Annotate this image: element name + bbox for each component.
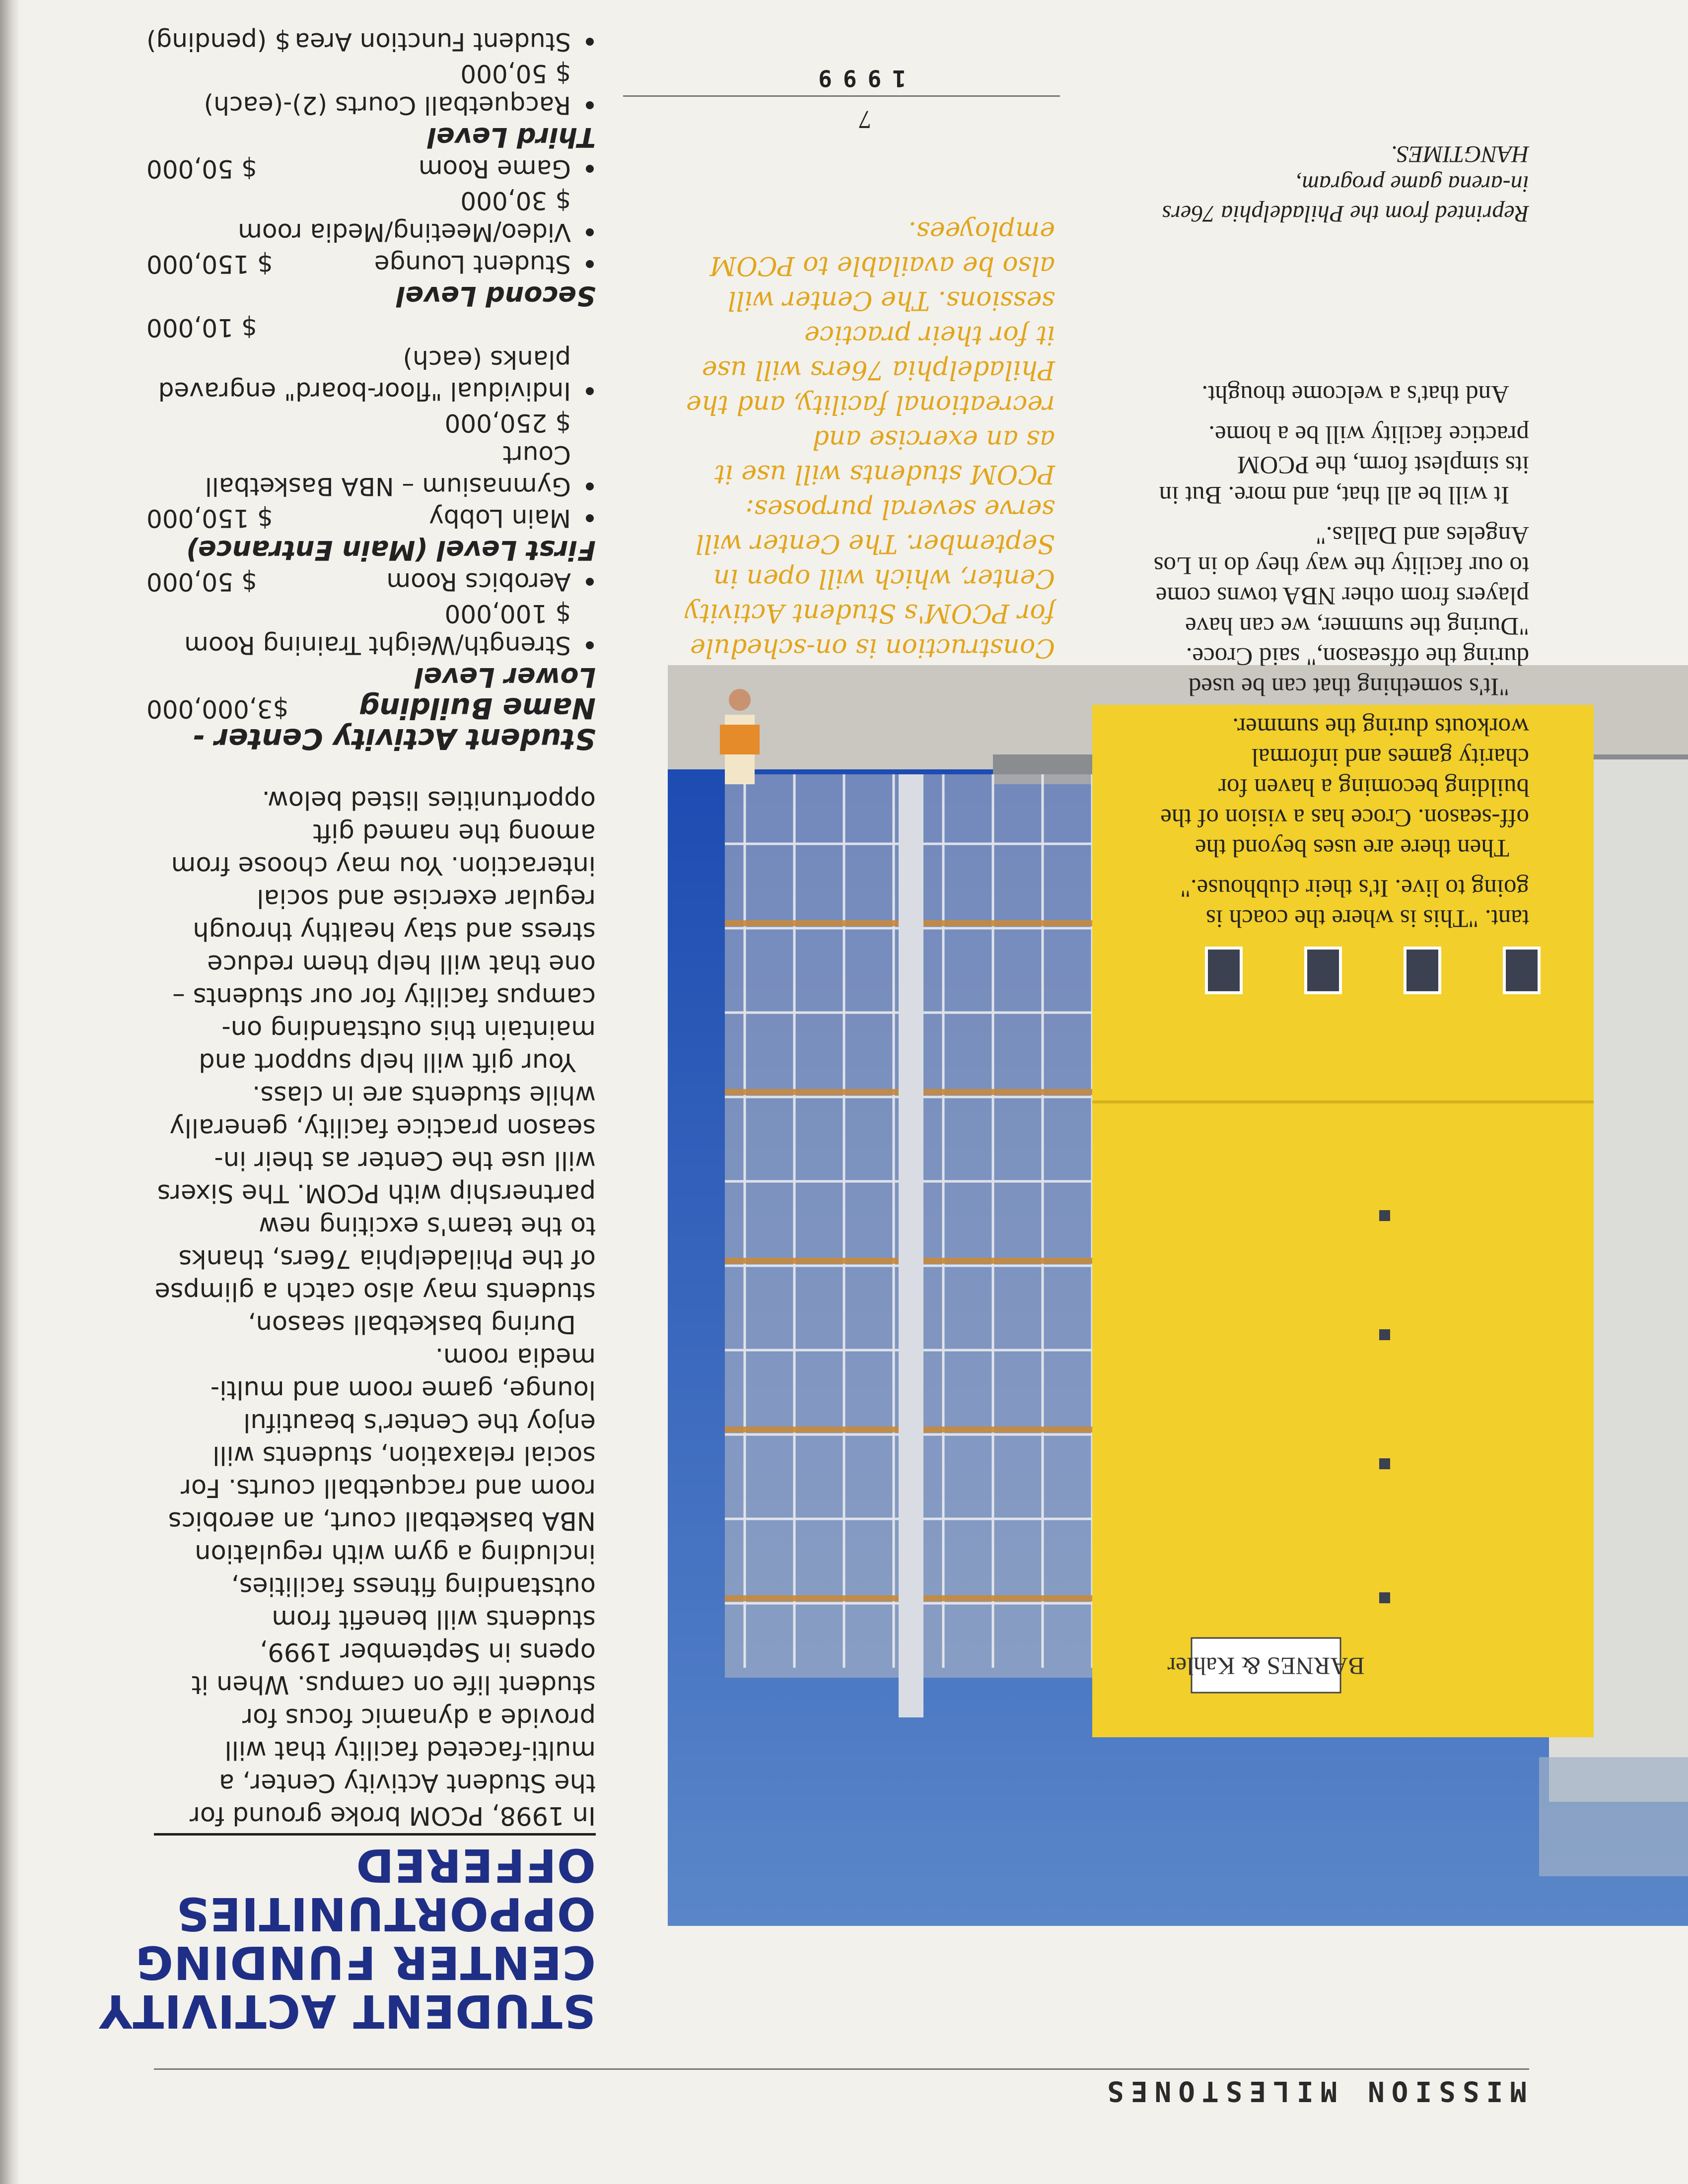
opportunity-name: Aerobics Room	[386, 567, 571, 596]
headline-line: STUDENT ACTIVITY	[98, 1984, 596, 2038]
bullet-icon	[586, 387, 594, 395]
opportunity-amount: $ (pending)	[146, 27, 290, 56]
bullet-icon	[586, 482, 594, 490]
contractor-sign-text: BARNES & Kahler	[1167, 1652, 1365, 1680]
opportunity-item	[146, 566, 596, 598]
page-number: 7	[858, 105, 871, 134]
opportunity-item	[146, 312, 596, 407]
gift-opportunities	[146, 26, 596, 754]
sidebar-paragraph: It will be all that, and more. But in its simplest form, the PCOM practice facility will be a home.	[1159, 420, 1529, 509]
bullet-icon	[586, 165, 594, 173]
opportunity-item	[146, 58, 596, 121]
sidebar-paragraph: tant. "This is where the coach is going to live. It's their clubhouse."	[1180, 874, 1529, 932]
opportunity-amount: $ 30,000	[460, 186, 571, 215]
bullet-icon	[586, 578, 594, 586]
article-paragraph: In 1998, PCOM broke ground for the Student Activity Center, a multi-faceted facility that will provide a dynamic focus for student life on campus. When it opens in September 1999, students will benefit from outstanding fitness facilities, including a gym with regulation NBA basketball court, an aerobics room and racquetball courts. For social relaxation, students will enjoy the Center's beautiful lounge, game room and multi-media room.	[168, 1342, 596, 1830]
opportunity-amount: $ 250,000	[444, 409, 571, 437]
bullet-icon	[586, 101, 594, 109]
headline-line: OFFERED	[355, 1839, 596, 1892]
bullet-icon	[586, 260, 594, 268]
opportunity-name: Strength/Weight Training Room	[184, 631, 571, 660]
level-title: Third Level	[427, 122, 596, 153]
opportunity-item	[146, 502, 596, 534]
section-title: MISSION MILESTONES	[1100, 2075, 1527, 2107]
lead-rule	[154, 1833, 596, 1836]
bullet-icon	[586, 514, 594, 522]
sidebar-column	[1152, 369, 1529, 933]
scaffolding	[725, 774, 1102, 1717]
steel-column	[899, 774, 923, 1717]
headline-line: OPPORTUNITIES	[176, 1887, 596, 1940]
sidebar-paragraph: And that's a welcome thought.	[1201, 380, 1509, 408]
level-title: Lower Level	[415, 662, 596, 693]
opportunity-amount: $ 50,000	[146, 567, 257, 596]
opportunity-item	[146, 598, 596, 661]
opportunity-name: Main Lobby	[429, 504, 571, 533]
opportunity-amount: $ 50,000	[146, 154, 257, 183]
article-paragraph: During basketball season, students may also catch a glimpse of the Philadelphia 76ers, thanks to the team's exciting new partnership with PCOM. The Sixers will use the Center as their in-season practice facility, generally while students are in class.	[154, 1080, 596, 1339]
binding-edge	[0, 0, 20, 2184]
level-title: Second Level	[396, 280, 596, 312]
opportunity-name: Individual "floor-board" engraved planks (each)	[158, 345, 571, 406]
opportunity-name: Gymnasium – NBA Basketball Court	[205, 440, 571, 501]
sidebar-paragraph: "It's something that can be used during the offseason," said Croce. "During the summer, we can have players from other NBA towns come to our facility the way they do in Los Angeles and Dallas."	[1153, 521, 1529, 700]
article-paragraph: Your gift will help support and maintain this outstanding on-campus facility for our students – one that will help them reduce stress and stay healthy through regular exercise and social interaction. You may choose from among the named gift opportunities listed below.	[171, 785, 596, 1077]
headline	[98, 1839, 596, 2038]
opportunity-item	[146, 153, 596, 185]
footer-year: 1999	[807, 65, 906, 92]
opportunity-amount: $ 50,000	[460, 59, 571, 88]
naming-amount: $3,000,000	[146, 694, 289, 723]
headline-line: CENTER FUNDING	[135, 1936, 596, 1989]
opportunity-item	[146, 26, 596, 58]
opportunity-item	[146, 407, 596, 502]
footer-rule	[623, 95, 1060, 97]
opportunity-amount: $ 10,000	[146, 313, 257, 342]
opportunity-name: Game Room	[418, 154, 571, 183]
bullet-icon	[586, 228, 594, 236]
opportunity-item	[146, 248, 596, 280]
opportunity-amount: $ 100,000	[444, 599, 571, 628]
article-body	[154, 783, 596, 1832]
bullet-icon	[586, 641, 594, 649]
pull-quote: Construction is on-schedule for PCOM's Student Activity Center, which will open in September. The Center will serve several purposes: PCOM students will use it as an exercise and recreational facility, and the Philadelphia 76ers will use it for their practice sessions. The Center will also be available to PCOM employees.	[685, 216, 1055, 663]
opportunity-item	[146, 185, 596, 248]
opportunity-name: Student Function Area	[294, 27, 571, 56]
naming-title: Student Activity Center - Name Building	[192, 691, 596, 756]
sidebar-paragraph: Then there are uses beyond the off-season. Croce has a vision of the building becoming a haven for charity games and informal workouts during the summer.	[1160, 713, 1529, 862]
opportunity-name: Student Lounge	[374, 250, 571, 278]
header-rule	[154, 2068, 1529, 2070]
opportunity-amount: $ 150,000	[146, 250, 273, 278]
opportunity-name: Racquetball Courts (2)-(each)	[204, 91, 571, 120]
bullet-icon	[586, 38, 594, 46]
opportunity-name: Video/Meeting/Media room	[238, 218, 571, 247]
opportunity-amount: $ 150,000	[146, 504, 273, 533]
level-title: First Level (Main Entrance)	[186, 535, 596, 566]
reprint-credit: Reprinted from the Philadelphia 76ers in-arena game program, HANGTIMES.	[1162, 141, 1529, 227]
